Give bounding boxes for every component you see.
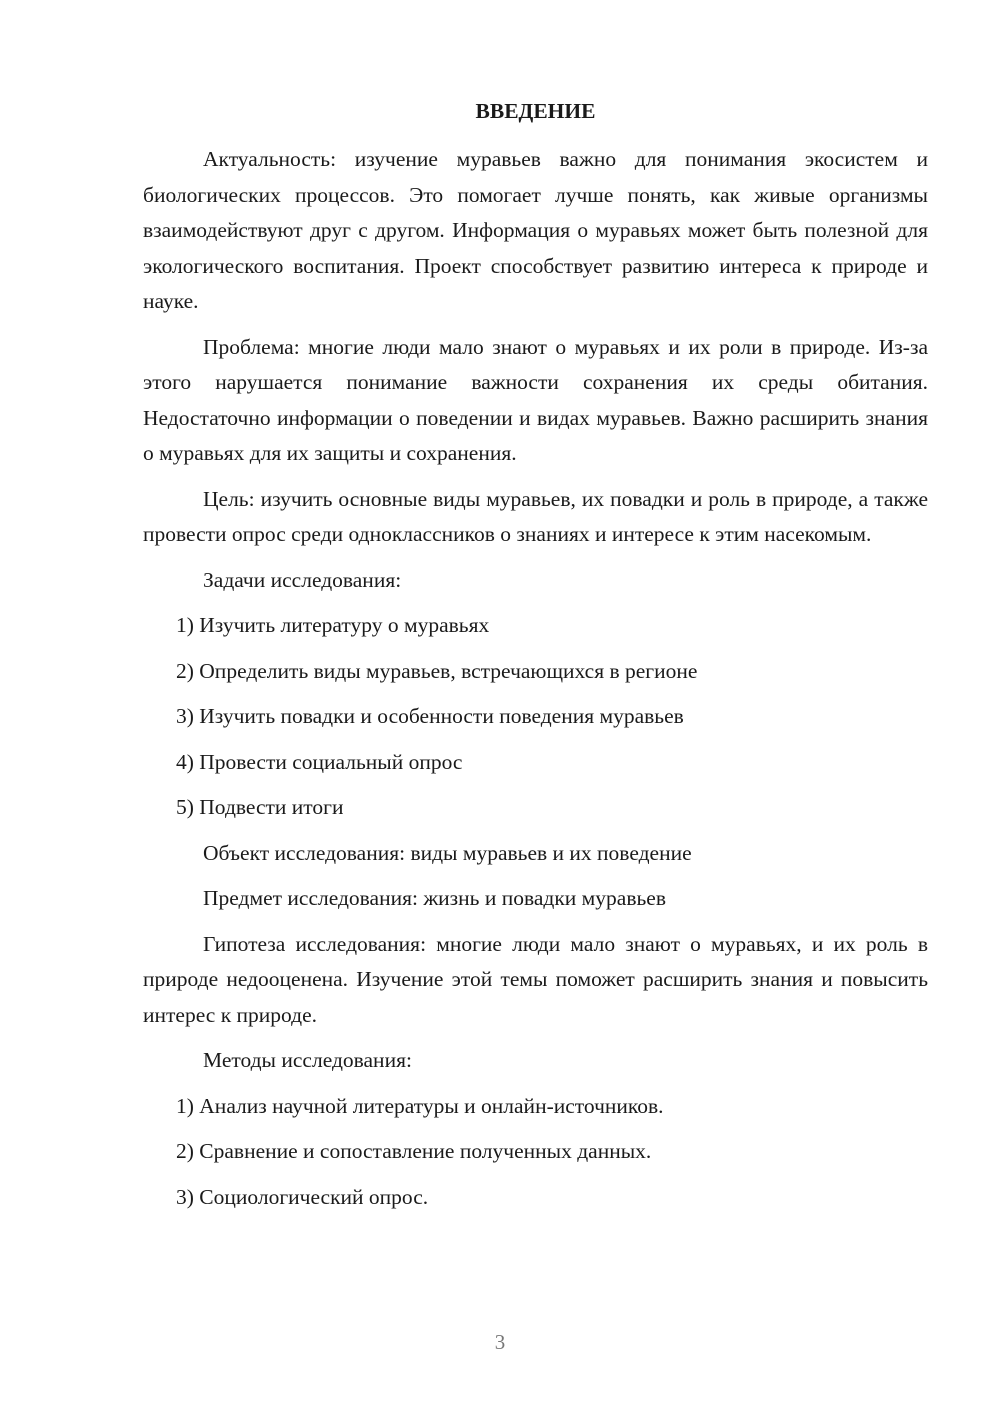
goal-paragraph: Цель: изучить основные виды муравьев, их повадки и роль в природе, а также провести опрос среди одноклассников о знаниях и интересе к этим насекомым. — [143, 486, 928, 546]
document-page — [143, 90, 928, 1225]
page-number: 3 — [494, 1330, 506, 1354]
methods-heading: Методы исследования: — [203, 1048, 412, 1072]
list-item: 2) Определить виды муравьев, встречающихся в регионе — [176, 658, 698, 683]
list-item: 1) Изучить литературу о муравьях — [176, 613, 490, 637]
research-subject: Предмет исследования: жизнь и повадки муравьев — [203, 886, 666, 910]
page-title: ВВЕДЕНИЕ — [475, 99, 596, 123]
list-item: 3) Социологический опрос. — [176, 1184, 429, 1209]
problem-paragraph: Проблема: многие люди мало знают о муравьях и их роли в природе. Из-за этого нарушается понимание важности сохранения их среды обитания. Недостаточно информации о поведении и видах муравьев. Важно расширить знания о муравьях для их защиты и сохранения. — [143, 334, 928, 465]
relevance-paragraph: Актуальность: изучение муравьев важно для понимания экосистем и биологических процессов. Это помогает лучше понять, как живые организмы взаимодействуют друг с другом. Информация о муравьях может быть полезной для экологического воспитания. Проект способствует развитию интереса к природе и науке. — [143, 147, 928, 313]
tasks-list — [143, 608, 928, 826]
tasks-heading: Задачи исследования: — [203, 567, 402, 592]
hypothesis-paragraph: Гипотеза исследования: многие люди мало знают о муравьях, и их роль в природе недооценена. Изучение этой темы поможет расширить знания и повысить интерес к природе. — [143, 931, 928, 1027]
list-item: 2) Сравнение и сопоставление полученных данных. — [176, 1139, 652, 1163]
list-item: 3) Изучить повадки и особенности поведения муравьев — [176, 704, 684, 728]
research-object: Объект исследования: виды муравьев и их поведение — [203, 840, 692, 865]
list-item: 5) Подвести итоги — [176, 795, 344, 819]
list-item: 4) Провести социальный опрос — [176, 749, 463, 774]
methods-list — [143, 1089, 928, 1216]
list-item: 1) Анализ научной литературы и онлайн-источников. — [176, 1093, 664, 1118]
